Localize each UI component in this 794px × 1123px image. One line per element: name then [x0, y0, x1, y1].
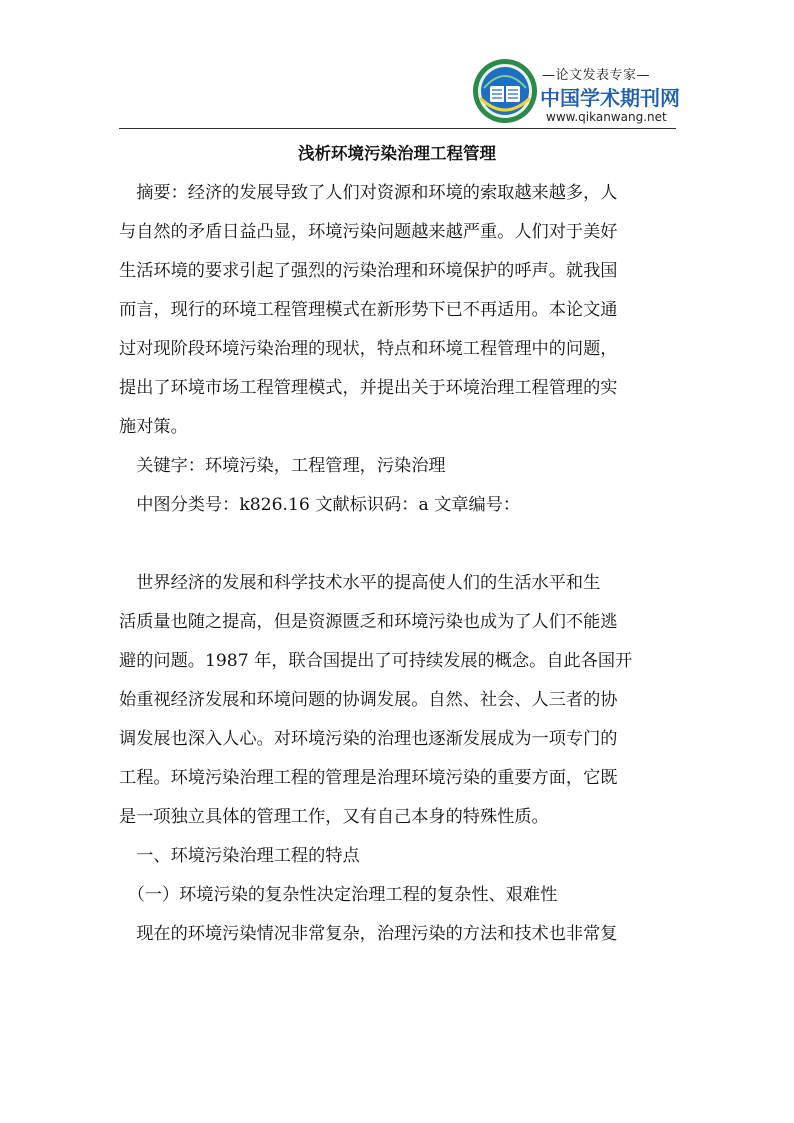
text-line: 中图分类号：k826.16 文献标识码：a 文章编号： [119, 495, 521, 515]
text-line: 关键字：环境污染，工程管理，污染治理 [119, 456, 446, 476]
header-tagline: —论文发表专家— [542, 68, 651, 83]
text-line: 调发展也深入人心。对环境污染的治理也逐渐发展成为一项专门的 [119, 729, 618, 749]
text-line: 一、环境污染治理工程的特点 [119, 846, 360, 866]
text-line: 避的问题。1987 年，联合国提出了可持续发展的概念。自此各国开 [119, 651, 633, 671]
text-line: 世界经济的发展和科学技术水平的提高使人们的生活水平和生 [119, 573, 601, 593]
text-line: 摘要：经济的发展导致了人们对资源和环境的索取越来越多，人 [119, 183, 618, 203]
text-line: 施对策。 [119, 417, 188, 437]
text-line: 提出了环境市场工程管理模式，并提出关于环境治理工程管理的实 [119, 378, 618, 398]
header-divider [119, 128, 676, 129]
seal-graphic [472, 58, 538, 124]
text-line: 是一项独立具体的管理工作，又有自己本身的特殊性质。 [119, 807, 549, 827]
text-line: （一）环境污染的复杂性决定治理工程的复杂性、艰难性 [119, 885, 558, 905]
text-line: 始重视经济发展和环境问题的协调发展。自然、社会、人三者的协 [119, 690, 618, 710]
text-line: 活质量也随之提高，但是资源匮乏和环境污染也成为了人们不能逃 [119, 612, 618, 632]
text-line: 工程。环境污染治理工程的管理是治理环境污染的重要方面，它既 [119, 768, 618, 788]
header-url[interactable]: www.qikanwang.net [546, 110, 667, 124]
text-line: 而言，现行的环境工程管理模式在新形势下已不再适用。本论文通 [119, 300, 618, 320]
document-title: 浅析环境污染治理工程管理 [298, 144, 496, 163]
text-line: 过对现阶段环境污染治理的现状，特点和环境工程管理中的问题， [119, 339, 618, 359]
seal-logo-icon [472, 58, 538, 124]
header-logo[interactable] [472, 56, 678, 128]
text-line: 现在的环境污染情况非常复杂，治理污染的方法和技术也非常复 [119, 924, 618, 944]
text-line: 生活环境的要求引起了强烈的污染治理和环境保护的呼声。就我国 [119, 261, 618, 281]
header-brand[interactable]: 中国学术期刊网 [540, 86, 680, 110]
text-line: 与自然的矛盾日益凸显，环境污染问题越来越严重。人们对于美好 [119, 222, 618, 242]
